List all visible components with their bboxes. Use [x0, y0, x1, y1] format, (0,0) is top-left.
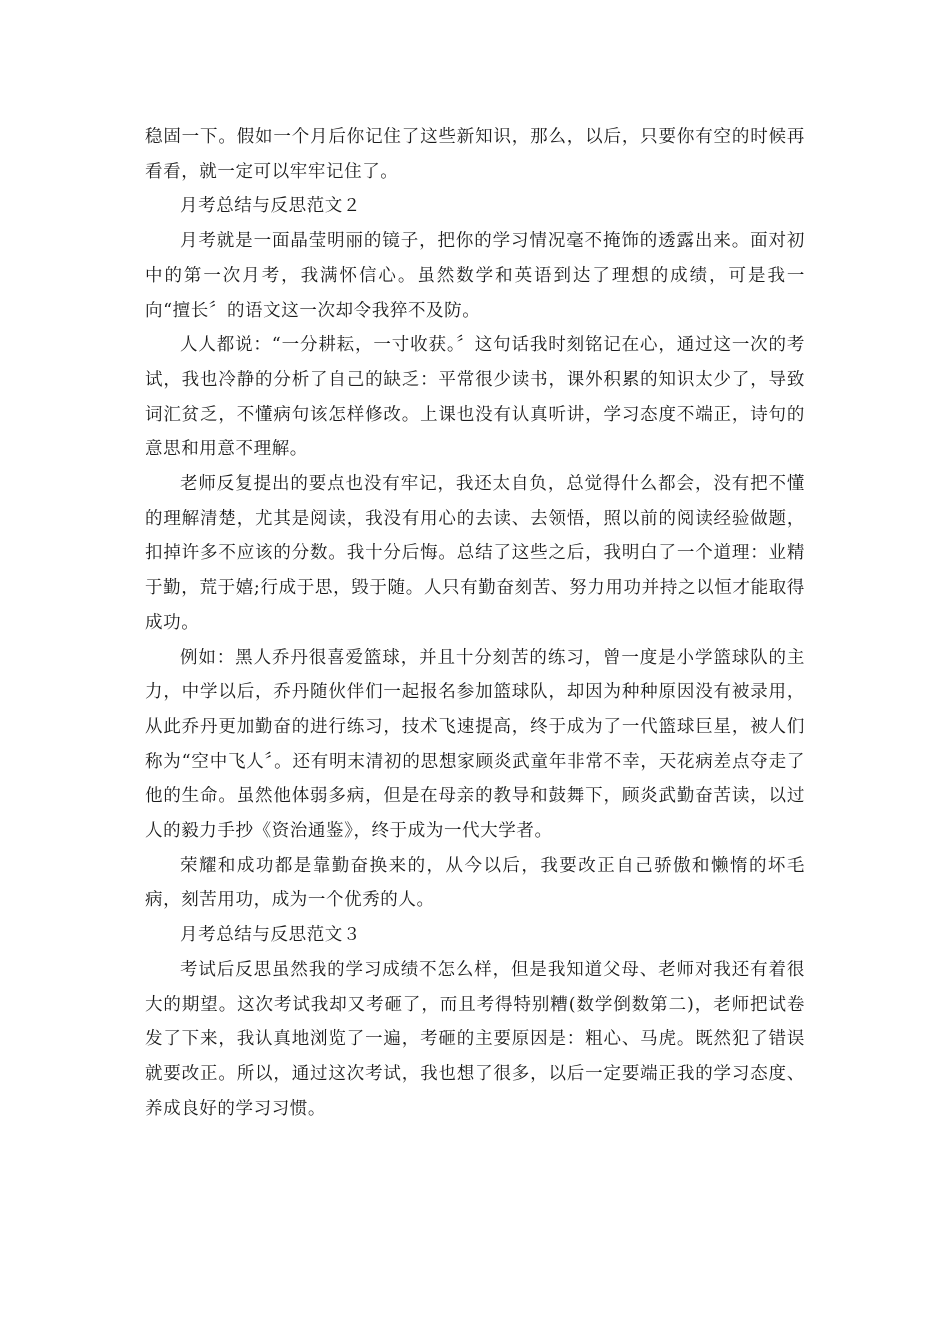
paragraph-continuation: 稳固一下。假如一个月后你记住了这些新知识，那么，以后，只要你有空的时候再看看，就一定可以牢牢记住了。	[145, 127, 805, 182]
paragraph: 人人都说：“一分耕耘，一寸收获。〞这句话我时刻铭记在心，通过这一次的考试，我也冷静的分析了自己的缺乏：平常很少读书，课外积累的知识太少了，导致词汇贫乏，不懂病句该怎样修改。上课也没有认真听讲，学习态度不端正，诗句的意思和用意不理解。	[145, 335, 805, 460]
paragraph: 例如：黑人乔丹很喜爱篮球，并且十分刻苦的练习，曾一度是小学篮球队的主力，中学以后，乔丹随伙伴们一起报名参加篮球队，却因为种种原因没有被录用，从此乔丹更加勤奋的进行练习，技术飞速提高，终于成为了一代篮球巨星，被人们称为“空中飞人〞。还有明末清初的思想家顾炎武童年非常不幸，天花病差点夺走了他的生命。虽然他体弱多病，但是在母亲的教导和鼓舞下，顾炎武勤奋苦读，以过人的毅力手抄《资治通鉴》，终于成为一代大学者。	[145, 647, 805, 842]
section-heading-2: 月考总结与反思范文２	[180, 196, 361, 217]
paragraph: 月考就是一面晶莹明丽的镜子，把你的学习情况毫不掩饰的透露出来。面对初中的第一次月考，我满怀信心。虽然数学和英语到达了理想的成绩，可是我一向“擅长〞的语文这一次却令我猝不及防。	[145, 231, 805, 321]
paragraph: 考试后反思虽然我的学习成绩不怎么样，但是我知道父母、老师对我还有着很大的期望。这次考试我却又考砸了，而且考得特别糟(数学倒数第二)，老师把试卷发了下来，我认真地浏览了一遍，考砸的主要原因是：粗心、马虎。既然犯了错误就要改正。所以，通过这次考试，我也想了很多，以后一定要端正我的学习态度、养成良好的学习习惯。	[145, 959, 805, 1119]
section-heading-3: 月考总结与反思范文３	[180, 925, 361, 946]
paragraph: 荣耀和成功都是靠勤奋换来的，从今以后，我要改正自己骄傲和懒惰的坏毛病，刻苦用功，成为一个优秀的人。	[145, 855, 805, 911]
document-page	[145, 120, 805, 1126]
paragraph: 老师反复提出的要点也没有牢记，我还太自负，总觉得什么都会，没有把不懂的理解清楚，尤其是阅读，我没有用心的去读、去领悟，照以前的阅读经验做题，扣掉许多不应该的分数。我十分后悔。总结了这些之后，我明白了一个道理：业精于勤，荒于嬉;行成于思，毁于随。人只有勤奋刻苦、努力用功并持之以恒才能取得成功。	[145, 474, 805, 633]
